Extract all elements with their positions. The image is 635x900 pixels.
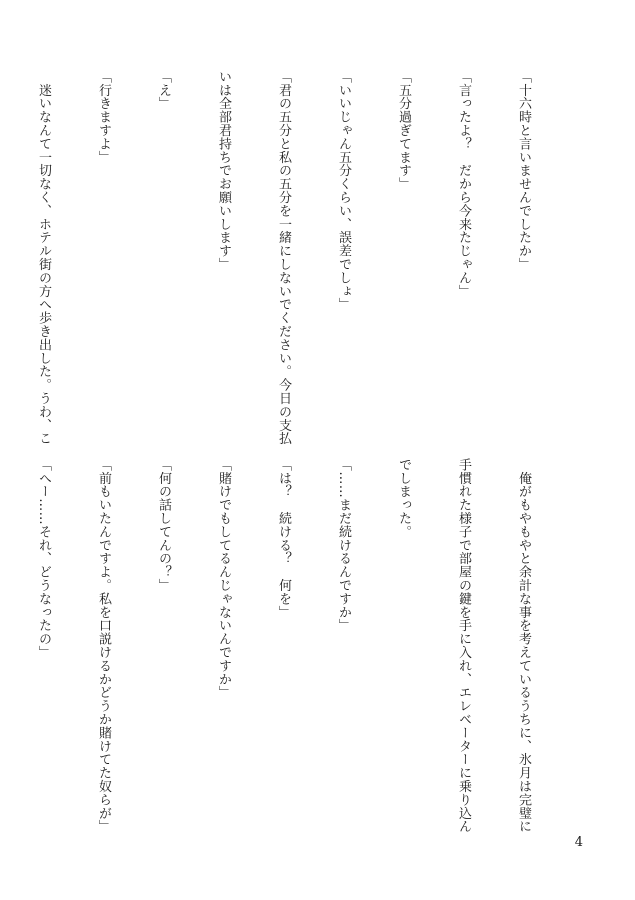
top-text-block — [0, 70, 573, 446]
text-line: いは全部君持ちでお願いします」 — [216, 70, 231, 271]
text-line: 手慣れた様子で部屋の鍵を手に入れ、エレベーターに乗り込ん — [456, 458, 471, 834]
text-line: 「十六時と言いませんでしたか」 — [516, 70, 531, 271]
text-line: でしまった。 — [396, 458, 411, 539]
text-line: 「言ったよ？ だから今来たじゃん」 — [456, 70, 471, 298]
text-line: 迷いなんて一切なく、ホテル街の方へ歩き出した。うわ、こ — [36, 70, 51, 446]
text-line: 「は？ 続ける？ 何を」 — [276, 458, 291, 619]
text-line: 「五分過ぎてます」 — [396, 70, 411, 191]
text-line: 「え」 — [156, 70, 171, 111]
text-line: 「何の話してんの？」 — [156, 458, 171, 592]
text-line: 「賭けでもしてるんじゃないんですか」 — [216, 458, 231, 700]
text-line: 「……まだ続けるんですか」 — [336, 458, 351, 633]
text-line: 俺がもやもやと余計な事を考えているうちに、氷月は完璧に — [516, 458, 531, 834]
text-line: 「いいじゃん五分くらい、誤差でしょ」 — [336, 70, 351, 312]
page-number: 4 — [574, 835, 583, 850]
text-line: 「へー……それ、どうなったの」 — [36, 458, 51, 659]
text-line: 「君の五分と私の五分を一緒にしないでください。今日の支払 — [276, 70, 291, 446]
bottom-text-block — [0, 458, 573, 838]
text-line: 「行きますよ」 — [96, 70, 111, 164]
text-line: 「前もいたんですよ。私を口説けるかどうか賭けてた奴らが」 — [96, 458, 111, 834]
